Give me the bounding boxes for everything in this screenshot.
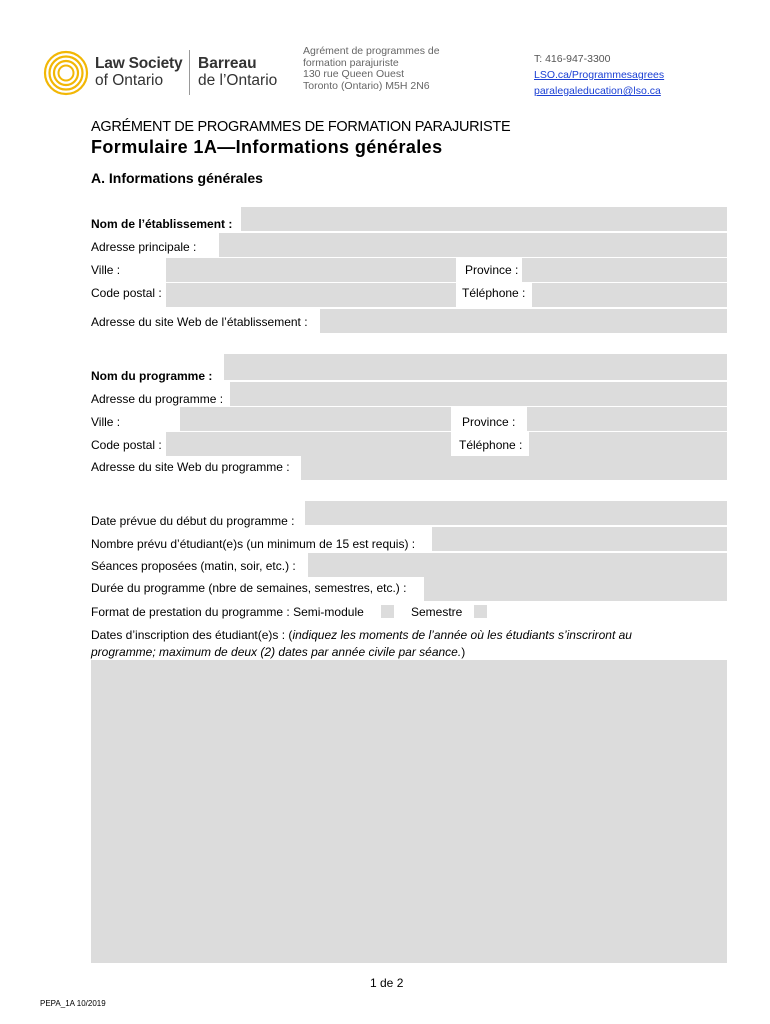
- enrolment-label-end: ): [461, 645, 466, 659]
- program-address-field[interactable]: [230, 382, 727, 406]
- enrolment-instructions: indiquez les moments de l’année où les étudiants s’inscriront au programme; maximum de deux (2) dates par année civile par séance.: [91, 628, 632, 659]
- program-city-label: Ville :: [91, 415, 121, 429]
- mailing-address: [303, 46, 440, 92]
- org-fr-line1: Barreau: [198, 55, 257, 72]
- address-line: Agrément de programmes de: [303, 45, 440, 57]
- program-postal-field[interactable]: [166, 432, 451, 456]
- program-city-field[interactable]: [180, 407, 451, 431]
- start-date-label: Date prévue du début du programme :: [91, 514, 295, 528]
- institution-website-label: Adresse du site Web de l’établissement :: [91, 315, 308, 329]
- institution-address-label: Adresse principale :: [91, 240, 197, 254]
- institution-city-field[interactable]: [166, 258, 456, 282]
- institution-phone-field[interactable]: [532, 283, 727, 307]
- program-province-field[interactable]: [527, 407, 727, 431]
- institution-province-label: Province :: [465, 263, 519, 277]
- institution-phone-label: Téléphone :: [462, 286, 526, 300]
- program-province-label: Province :: [462, 415, 516, 429]
- duration-label: Durée du programme (nbre de semaines, semestres, etc.) :: [91, 581, 407, 595]
- semester-checkbox[interactable]: [474, 605, 487, 618]
- contact-info: [534, 51, 664, 99]
- semester-label: Semestre: [411, 605, 463, 619]
- enrolment-dates-textarea[interactable]: [91, 660, 727, 963]
- program-postal-label: Code postal :: [91, 438, 162, 452]
- phone-number: T: 416-947-3300: [534, 53, 611, 65]
- institution-province-field[interactable]: [522, 258, 727, 282]
- sessions-label: Séances proposées (matin, soir, etc.) :: [91, 559, 296, 573]
- org-en-line2: of Ontario: [95, 72, 164, 89]
- semi-module-checkbox[interactable]: [381, 605, 394, 618]
- document-heading: AGRÉMENT DE PROGRAMMES DE FORMATION PARAJURISTE: [91, 119, 511, 135]
- institution-website-field[interactable]: [320, 309, 727, 333]
- program-website-label: Adresse du site Web du programme :: [91, 460, 290, 474]
- form-code: PEPA_1A 10/2019: [40, 999, 106, 1008]
- program-name-label: Nom du programme :: [91, 369, 213, 383]
- institution-city-label: Ville :: [91, 263, 121, 277]
- org-en-line1: Law Society: [95, 55, 183, 72]
- address-line: formation parajuriste: [303, 56, 399, 69]
- address-line: Toronto (Ontario) M5H 2N6: [303, 79, 430, 92]
- institution-name-field[interactable]: [241, 207, 727, 231]
- org-name-french: [198, 55, 277, 89]
- institution-postal-field[interactable]: [166, 283, 456, 307]
- program-phone-field[interactable]: [529, 432, 727, 456]
- format-label: Format de prestation du programme : Semi-module: [91, 605, 364, 619]
- address-line: 130 rue Queen Ouest: [303, 68, 404, 80]
- program-name-field[interactable]: [224, 354, 727, 380]
- enrolment-dates-label: [91, 627, 681, 661]
- org-name-english: [95, 55, 182, 89]
- duration-field[interactable]: [424, 577, 727, 601]
- page-number: 1 de 2: [370, 976, 404, 990]
- enrolment-label-start: Dates d’inscription des étudiant(e)s : (: [91, 628, 293, 642]
- org-fr-line2: de l’Ontario: [198, 72, 278, 89]
- law-society-logo-icon: [43, 50, 89, 96]
- section-title: A. Informations générales: [91, 170, 263, 186]
- sessions-field[interactable]: [308, 553, 727, 577]
- institution-postal-label: Code postal :: [91, 286, 162, 300]
- students-label: Nombre prévu d’étudiant(e)s (un minimum de 15 est requis) :: [91, 537, 416, 551]
- website-link[interactable]: LSO.ca/Programmesagrees: [534, 69, 665, 81]
- logo-divider: [189, 50, 190, 95]
- program-phone-label: Téléphone :: [459, 438, 523, 452]
- students-field[interactable]: [432, 527, 727, 551]
- start-date-field[interactable]: [305, 501, 727, 525]
- form-title: Formulaire 1A—Informations générales: [91, 137, 443, 157]
- email-link[interactable]: paralegaleducation@lso.ca: [534, 85, 661, 97]
- institution-name-label: Nom de l’établissement :: [91, 217, 233, 231]
- institution-address-field[interactable]: [219, 233, 727, 257]
- program-address-label: Adresse du programme :: [91, 392, 224, 406]
- program-website-field[interactable]: [301, 456, 727, 480]
